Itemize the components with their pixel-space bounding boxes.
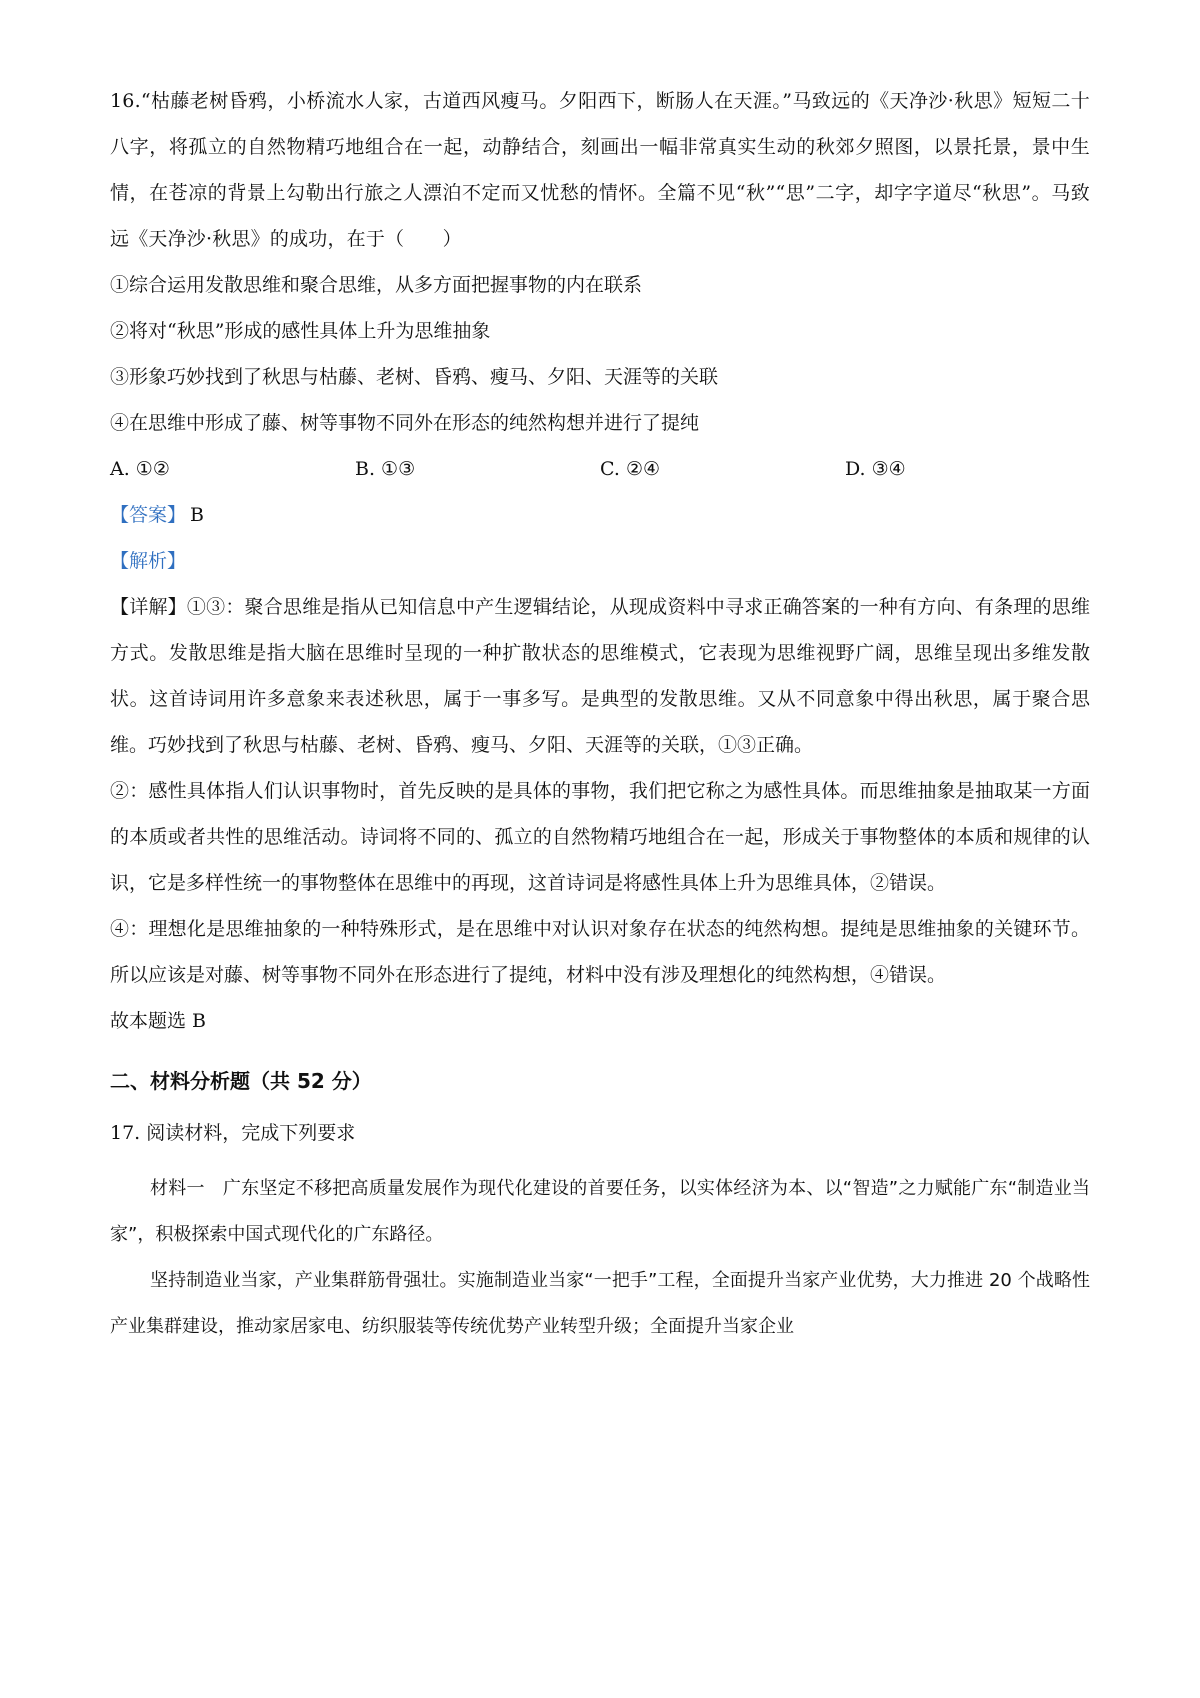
conclusion: 故本题选 B — [110, 1010, 207, 1032]
statement-1: ①综合运用发散思维和聚合思维，从多方面把握事物的内在联系 — [110, 274, 643, 296]
question-16-stem: 16.“枯藤老树昏鸦，小桥流水人家，古道西风瘦马。夕阳西下，断肠人在天涯。”马致远的《天净沙·秋思》短短二十八字，将孤立的自然物精巧地组合在一起，动静结合，刻画出一幅非常真实生动的秋郊夕照图，以景托景，景中生情，在苍凉的背景上勾勒出行旅之人漂泊不定而又忧愁的情怀。全篇不见“秋”“思”二字，却字字道尽“秋思”。马致远《天净沙·秋思》的成功，在于（ ） — [110, 90, 1090, 250]
statement-3: ③形象巧妙找到了秋思与枯藤、老树、昏鸦、瘦马、夕阳、天涯等的关联 — [110, 366, 719, 388]
analysis-line — [110, 538, 1090, 584]
detail-paragraph-1: 【详解】①③：聚合思维是指从已知信息中产生逻辑结论，从现成资料中寻求正确答案的一种有方向、有条理的思维方式。发散思维是指大脑在思维时呈现的一种扩散状态的思维模式，它表现为思维视野广阔，思维呈现出多维发散状。这首诗词用许多意象来表述秋思，属于一事多写。是典型的发散思维。又从不同意象中得出秋思，属于聚合思维。巧妙找到了秋思与枯藤、老树、昏鸦、瘦马、夕阳、天涯等的关联，①③正确。 — [110, 596, 1090, 756]
analysis-label: 【解析】 — [110, 550, 187, 572]
statement-2: ②将对“秋思”形成的感性具体上升为思维抽象 — [110, 320, 491, 342]
detail-paragraph-2: ②：感性具体指人们认识事物时，首先反映的是具体的事物，我们把它称之为感性具体。而思维抽象是抽取某一方面的本质或者共性的思维活动。诗词将不同的、孤立的自然物精巧地组合在一起，形成关于事物整体的本质和规律的认识，它是多样性统一的事物整体在思维中的再现，这首诗词是将感性具体上升为思维具体，②错误。 — [110, 780, 1090, 894]
option-b: B. ①③ — [355, 458, 416, 480]
answer-label: 【答案】 — [110, 504, 187, 526]
section-title: 二、材料分析题（共 52 分） — [110, 1069, 372, 1093]
answer-line — [110, 492, 1090, 538]
question-17-stem: 17. 阅读材料，完成下列要求 — [110, 1122, 356, 1144]
detail-paragraph-3: ④：理想化是思维抽象的一种特殊形式，是在思维中对认识对象存在状态的纯然构想。提纯是思维抽象的关键环节。所以应该是对藤、树等事物不同外在形态进行了提纯，材料中没有涉及理想化的纯然构想，④错误。 — [110, 918, 1090, 986]
option-a: A. ①② — [110, 458, 170, 480]
material-paragraph-1: 材料一 广东坚定不移把高质量发展作为现代化建设的首要任务，以实体经济为本、以“智造”之力赋能广东“制造业当家”，积极探索中国式现代化的广东路径。 — [110, 1178, 1090, 1245]
material-paragraph-2: 坚持制造业当家，产业集群筋骨强壮。实施制造业当家“一把手”工程，全面提升当家产业优势，大力推进 20 个战略性产业集群建设，推动家居家电、纺织服装等传统优势产业转型升级；全面提升当家企业 — [110, 1270, 1090, 1337]
option-c: C. ②④ — [600, 458, 661, 480]
spacer — [110, 1156, 1090, 1166]
statement-4: ④在思维中形成了藤、树等事物不同外在形态的纯然构想并进行了提纯 — [110, 412, 700, 434]
option-d: D. ③④ — [845, 458, 906, 480]
answer-value: B — [190, 504, 204, 526]
answer-options — [110, 446, 1090, 492]
document-page — [110, 78, 1090, 1350]
